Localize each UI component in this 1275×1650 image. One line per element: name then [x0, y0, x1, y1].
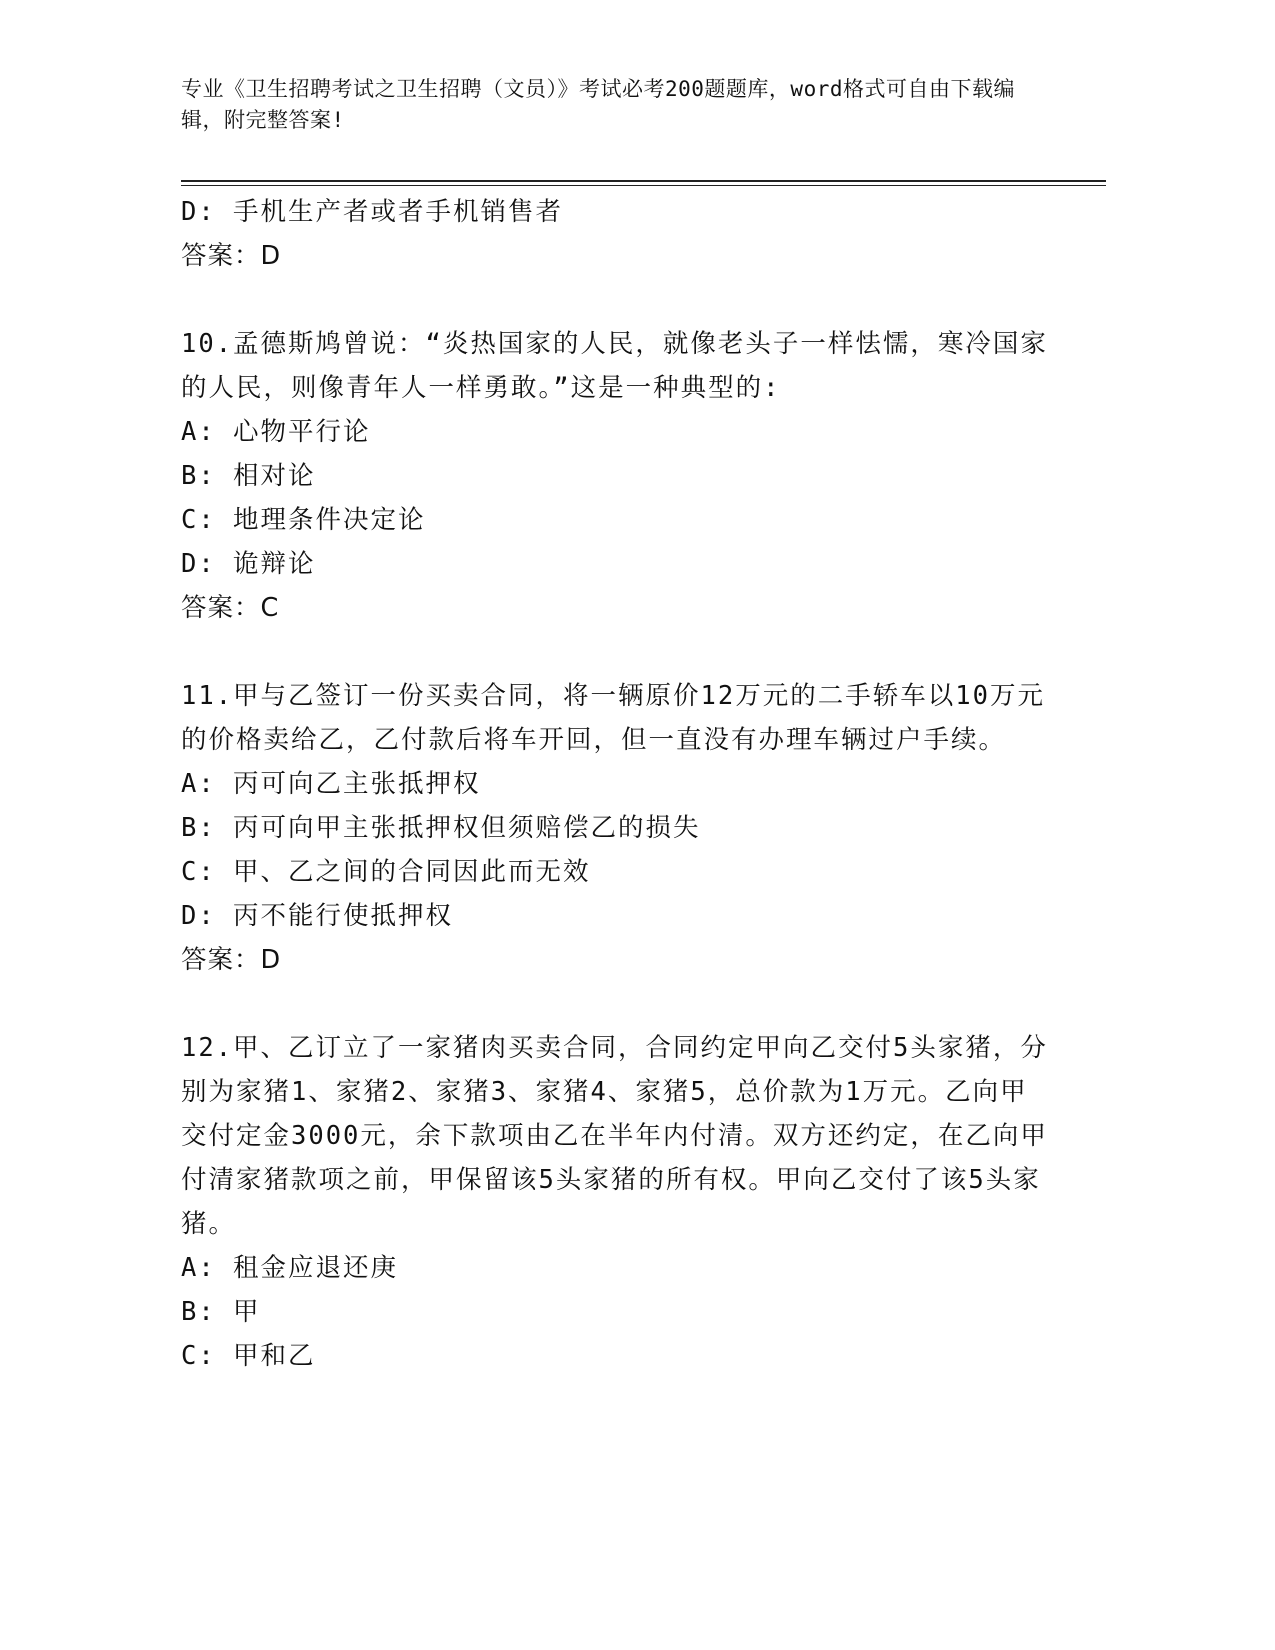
option-c: C: 地理条件决定论: [181, 505, 426, 535]
answer-line: 答案：C: [181, 593, 280, 623]
question-content: [181, 190, 1051, 1378]
answer-line: 答案：D: [181, 945, 282, 975]
option-a: A: 丙可向乙主张抵押权: [181, 769, 481, 799]
option-b: B: 丙可向甲主张抵押权但须赔偿乙的损失: [181, 813, 701, 843]
question-text: 11.甲与乙签订一份买卖合同，将一辆原价12万元的二手轿车以10万元的价格卖给乙，乙付款后将车开回，但一直没有办理车辆过户手续。: [181, 681, 1045, 755]
option-d: D: 诡辩论: [181, 549, 316, 579]
question-block-10: [181, 322, 1051, 630]
option-d: D: 丙不能行使抵押权: [181, 901, 454, 931]
option-c: C: 甲、乙之间的合同因此而无效: [181, 857, 591, 887]
option-b: B: 相对论: [181, 461, 316, 491]
document-header: 专业《卫生招聘考试之卫生招聘（文员）》考试必考200题题库，word格式可自由下载编辑，附完整答案!: [181, 77, 1015, 132]
question-block-9: [181, 190, 1051, 278]
question-block-12: [181, 1026, 1051, 1378]
spacer: [181, 982, 1051, 1026]
answer-line: 答案：D: [181, 241, 282, 271]
question-text: 12.甲、乙订立了一家猪肉买卖合同，合同约定甲向乙交付5头家猪，分别为家猪1、家猪2、家猪3、家猪4、家猪5，总价款为1万元。乙向甲交付定金3000元，余下款项由乙在半年内付清。双方还约定，在乙向甲付清家猪款项之前，甲保留该5头家猪的所有权。甲向乙交付了该5头家猪。: [181, 1033, 1048, 1239]
spacer: [181, 278, 1051, 322]
spacer: [181, 630, 1051, 674]
option-b: B: 甲: [181, 1297, 261, 1327]
question-text: 10.孟德斯鸠曾说：“炎热国家的人民，就像老头子一样怯懦，寒冷国家的人民，则像青年人一样勇敢。”这是一种典型的:: [181, 329, 1048, 403]
option-a: A: 租金应退还庚: [181, 1253, 399, 1283]
question-block-11: [181, 674, 1051, 982]
option-a: A: 心物平行论: [181, 417, 371, 447]
option-c: C: 甲和乙: [181, 1341, 316, 1371]
option-d: D: 手机生产者或者手机销售者: [181, 197, 564, 227]
header-divider: [181, 180, 1106, 186]
